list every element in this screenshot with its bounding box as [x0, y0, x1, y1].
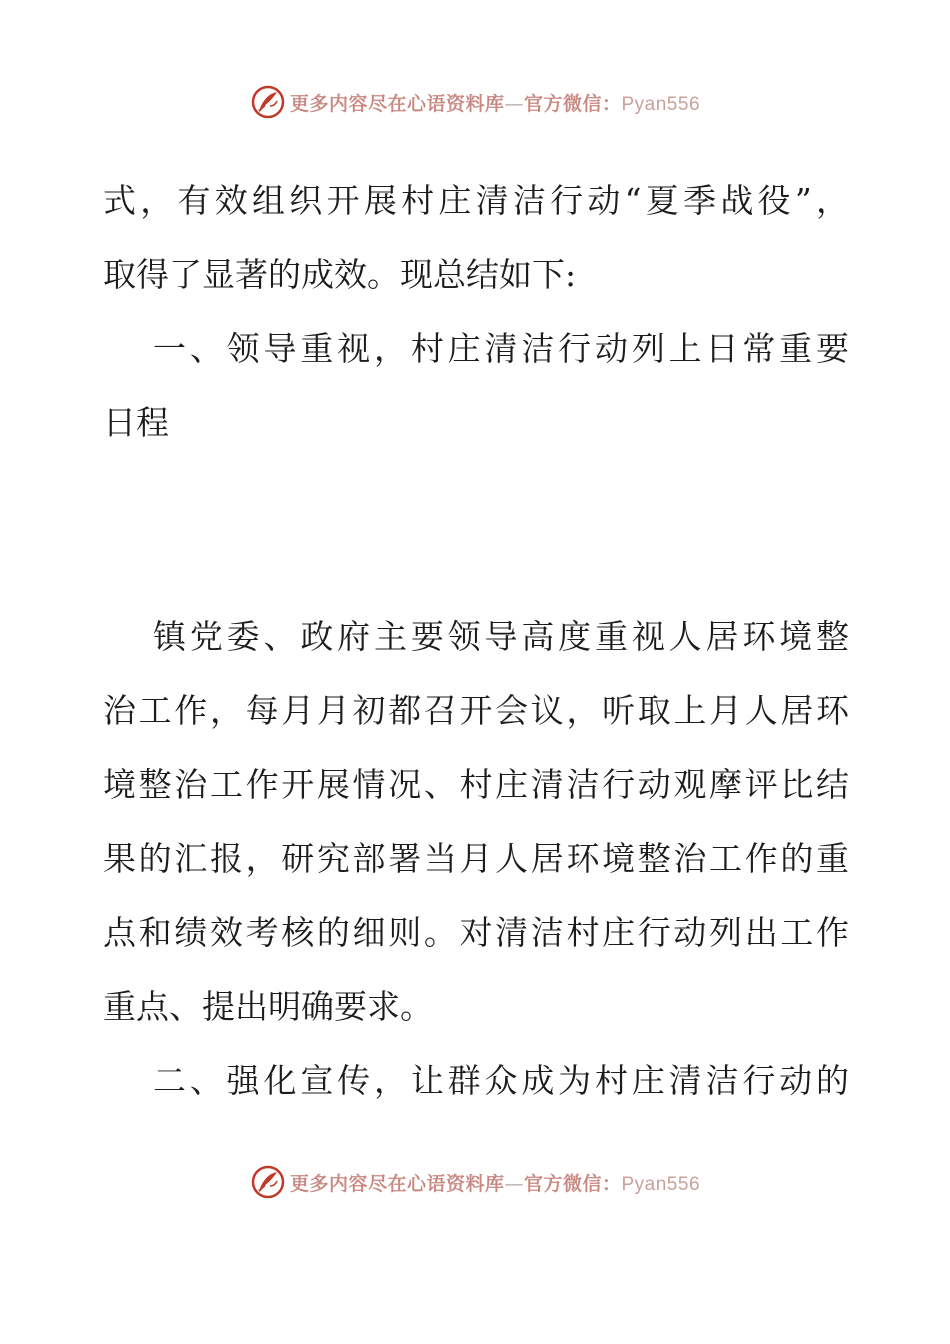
- paragraph-line: 果的汇报，研究部署当月人居环境整治工作的重: [103, 839, 849, 878]
- logo-icon: [250, 1164, 286, 1200]
- footer-site-text: 更多内容尽在心语资料库: [289, 1172, 505, 1195]
- section-heading-2: 二、强化宣传，让群众成为村庄清洁行动的: [153, 1061, 849, 1100]
- header-wechat-id: Pyan556: [621, 93, 701, 115]
- header-banner: [0, 82, 950, 122]
- paragraph-line: 镇党委、政府主要领导高度重视人居环境整: [153, 617, 849, 656]
- section-heading-1: 一、领导重视，村庄清洁行动列上日常重要: [153, 329, 849, 368]
- footer-wechat-id: Pyan556: [621, 1173, 701, 1195]
- section-heading-1-cont: 日程: [103, 403, 169, 442]
- paragraph-line: 点和绩效考核的细则。对清洁村庄行动列出工作: [103, 913, 849, 952]
- header-dash: —: [504, 92, 524, 115]
- content-block-1: [103, 164, 849, 460]
- logo-icon: [250, 84, 286, 120]
- paragraph-line: 治工作，每月月初都召开会议，听取上月人居环: [103, 691, 849, 730]
- header-banner-text: [290, 89, 700, 116]
- header-site-text: 更多内容尽在心语资料库: [289, 92, 505, 115]
- paragraph-line: 重点、提出明确要求。: [103, 987, 433, 1026]
- paragraph-line: 式，有效组织开展村庄清洁行动“夏季战役”，: [103, 181, 849, 220]
- paragraph-line: 取得了显著的成效。现总结如下:: [103, 255, 577, 294]
- header-wechat-label: 官方微信：: [523, 92, 622, 115]
- footer-banner: [0, 1162, 950, 1202]
- footer-banner-text: [290, 1169, 700, 1196]
- paragraph-line: 境整治工作开展情况、村庄清洁行动观摩评比结: [103, 765, 849, 804]
- content-block-2: [103, 600, 849, 1118]
- footer-wechat-label: 官方微信：: [523, 1172, 622, 1195]
- footer-dash: —: [504, 1172, 524, 1195]
